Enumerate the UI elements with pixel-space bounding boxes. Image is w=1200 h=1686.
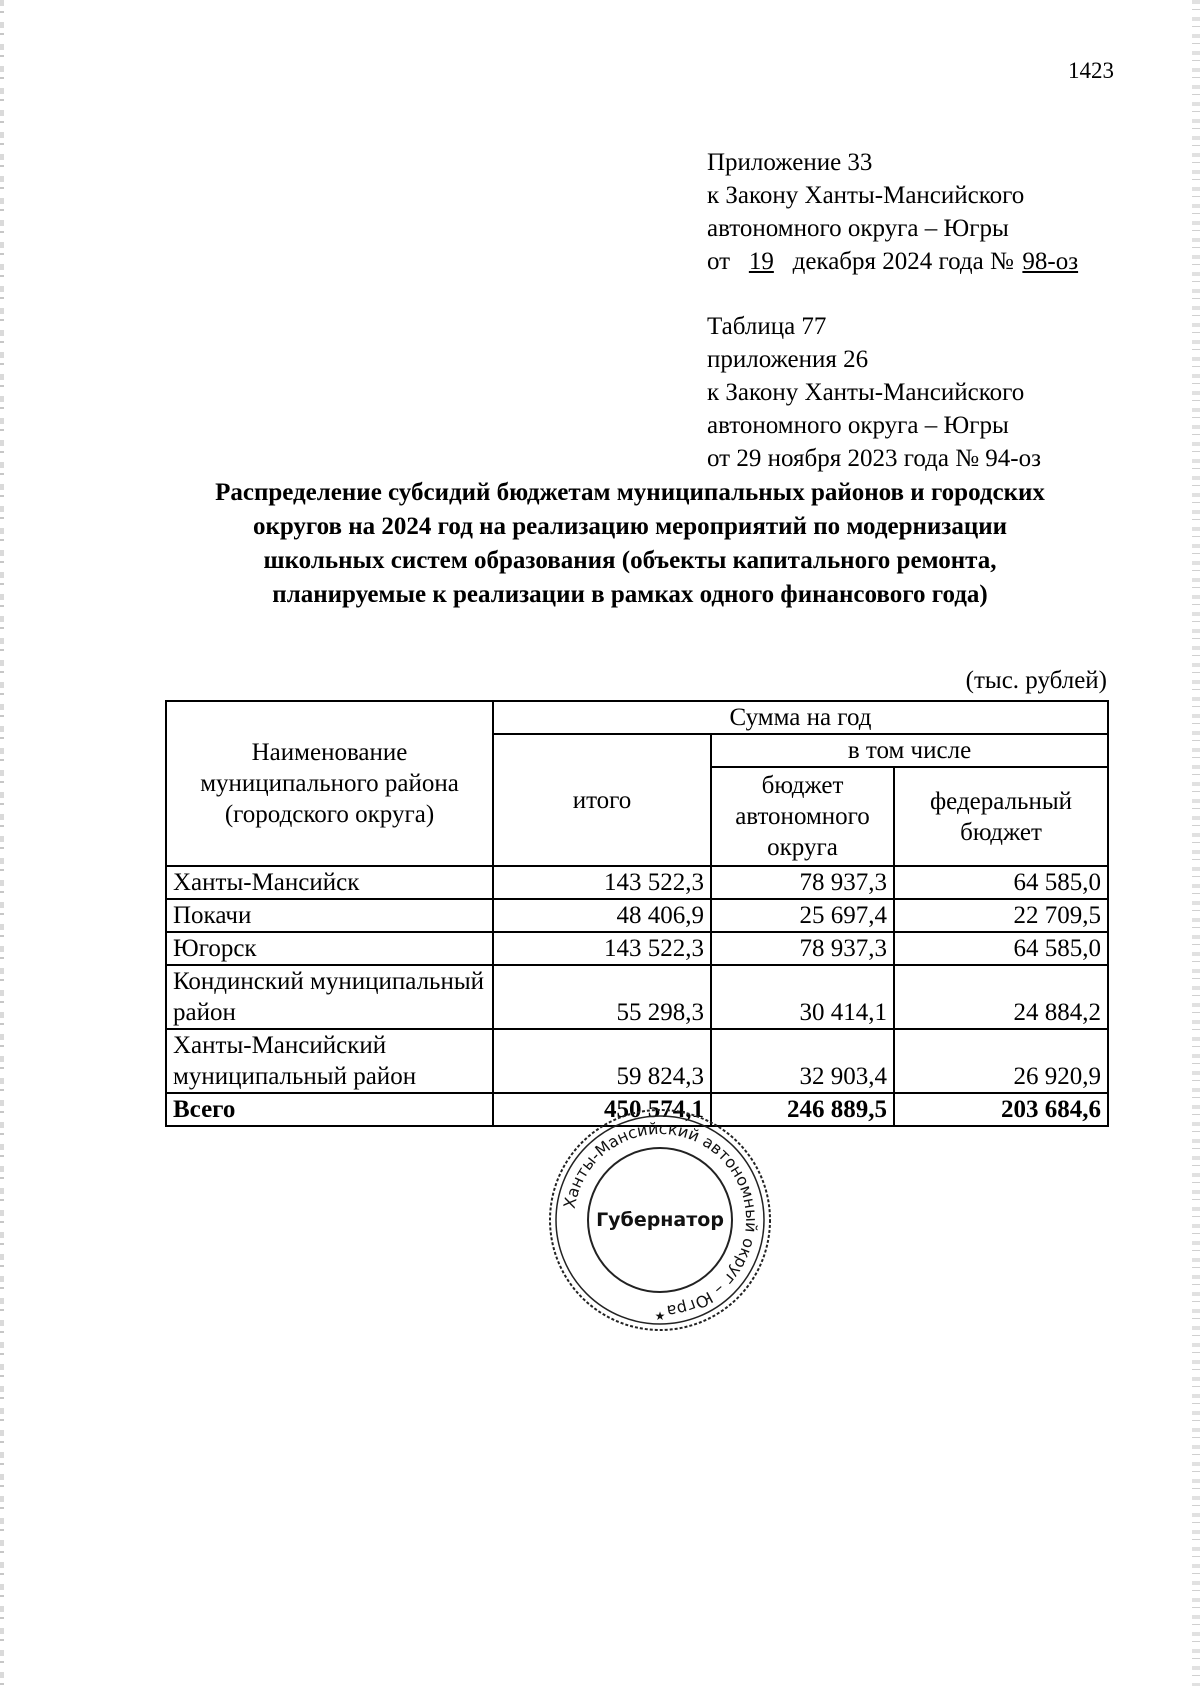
row-name: Покачи (166, 899, 493, 932)
row-regional: 78 937,3 (711, 932, 894, 965)
appendix-date-line (707, 245, 1078, 278)
row-name: Югорск (166, 932, 493, 965)
table-ref-line-5: от 29 ноября 2023 года № 94-оз (707, 445, 1041, 472)
row-federal: 26 920,9 (894, 1029, 1108, 1093)
row-name: Ханты-Мансийский муниципальный район (166, 1029, 493, 1093)
row-total: 143 522,3 (493, 932, 711, 965)
appendix-line-3: автономного округа – Югры (707, 215, 1009, 242)
appendix-block (707, 146, 1078, 278)
table-row (166, 965, 1108, 1029)
header-name: Наименование муниципального района (городского округа) (166, 701, 493, 866)
units-label: (тыс. рублей) (965, 667, 1107, 694)
row-federal: 64 585,0 (894, 866, 1108, 899)
row-name: Кондинский муниципальный район (166, 965, 493, 1029)
table-row (166, 866, 1108, 899)
law-number: 98-оз (1022, 248, 1079, 275)
star-icon: ★ (654, 1309, 666, 1323)
table-body (166, 866, 1108, 1093)
row-regional: 25 697,4 (711, 899, 894, 932)
governor-seal (545, 1105, 775, 1335)
row-regional: 30 414,1 (711, 965, 894, 1029)
subsidy-table (165, 700, 1109, 1127)
title-line-1: Распределение субсидий бюджетам муниципальных районов и городских (215, 479, 1045, 506)
table-row (166, 899, 1108, 932)
row-regional: 32 903,4 (711, 1029, 894, 1093)
header-regional-budget: бюджет автономного округа (711, 767, 894, 866)
title-line-4: планируемые к реализации в рамках одного финансового года) (272, 581, 988, 608)
row-federal: 64 585,0 (894, 932, 1108, 965)
total-federal: 203 684,6 (894, 1093, 1108, 1126)
row-total: 59 824,3 (493, 1029, 711, 1093)
title-line-2: округов на 2024 год на реализацию мероприятий по модернизации (252, 513, 1008, 540)
title-line-3: школьных систем образования (объекты капитального ремонта, (263, 547, 997, 574)
row-total: 143 522,3 (493, 866, 711, 899)
document-title (150, 476, 1110, 612)
row-total: 48 406,9 (493, 899, 711, 932)
seal-center-text: Губернатор (596, 1209, 724, 1231)
table-ref-line-2: приложения 26 (707, 346, 869, 373)
table-row (166, 932, 1108, 965)
row-name: Ханты-Мансийск (166, 866, 493, 899)
row-federal: 24 884,2 (894, 965, 1108, 1029)
table-ref-line-3: к Закону Ханты-Мансийского (707, 379, 1025, 406)
date-day: 19 (748, 248, 774, 275)
total-regional: 246 889,5 (711, 1093, 894, 1126)
scan-edge-left (0, 0, 4, 1686)
total-sum: 450 574,1 (493, 1093, 711, 1126)
table-ref-line-4: автономного округа – Югры (707, 412, 1009, 439)
appendix-line-1: Приложение 33 (707, 149, 873, 176)
page-number: 1423 (1068, 58, 1114, 83)
date-prefix: от (707, 248, 731, 275)
scan-edge-right (1192, 0, 1200, 1686)
row-regional: 78 937,3 (711, 866, 894, 899)
date-rest: декабря 2024 года № (792, 248, 1014, 275)
header-total: итого (493, 734, 711, 866)
table-reference-block (707, 310, 1041, 475)
total-label: Всего (166, 1093, 493, 1126)
seal-ring-text: Ханты-Мансийский автономный округ – Югра (559, 1118, 762, 1321)
row-federal: 22 709,5 (894, 899, 1108, 932)
header-including: в том числе (711, 734, 1108, 767)
header-sum-per-year: Сумма на год (493, 701, 1108, 734)
table-row (166, 1029, 1108, 1093)
table-ref-line-1: Таблица 77 (707, 313, 827, 340)
row-total: 55 298,3 (493, 965, 711, 1029)
appendix-line-2: к Закону Ханты-Мансийского (707, 182, 1025, 209)
header-federal-budget: федеральный бюджет (894, 767, 1108, 866)
